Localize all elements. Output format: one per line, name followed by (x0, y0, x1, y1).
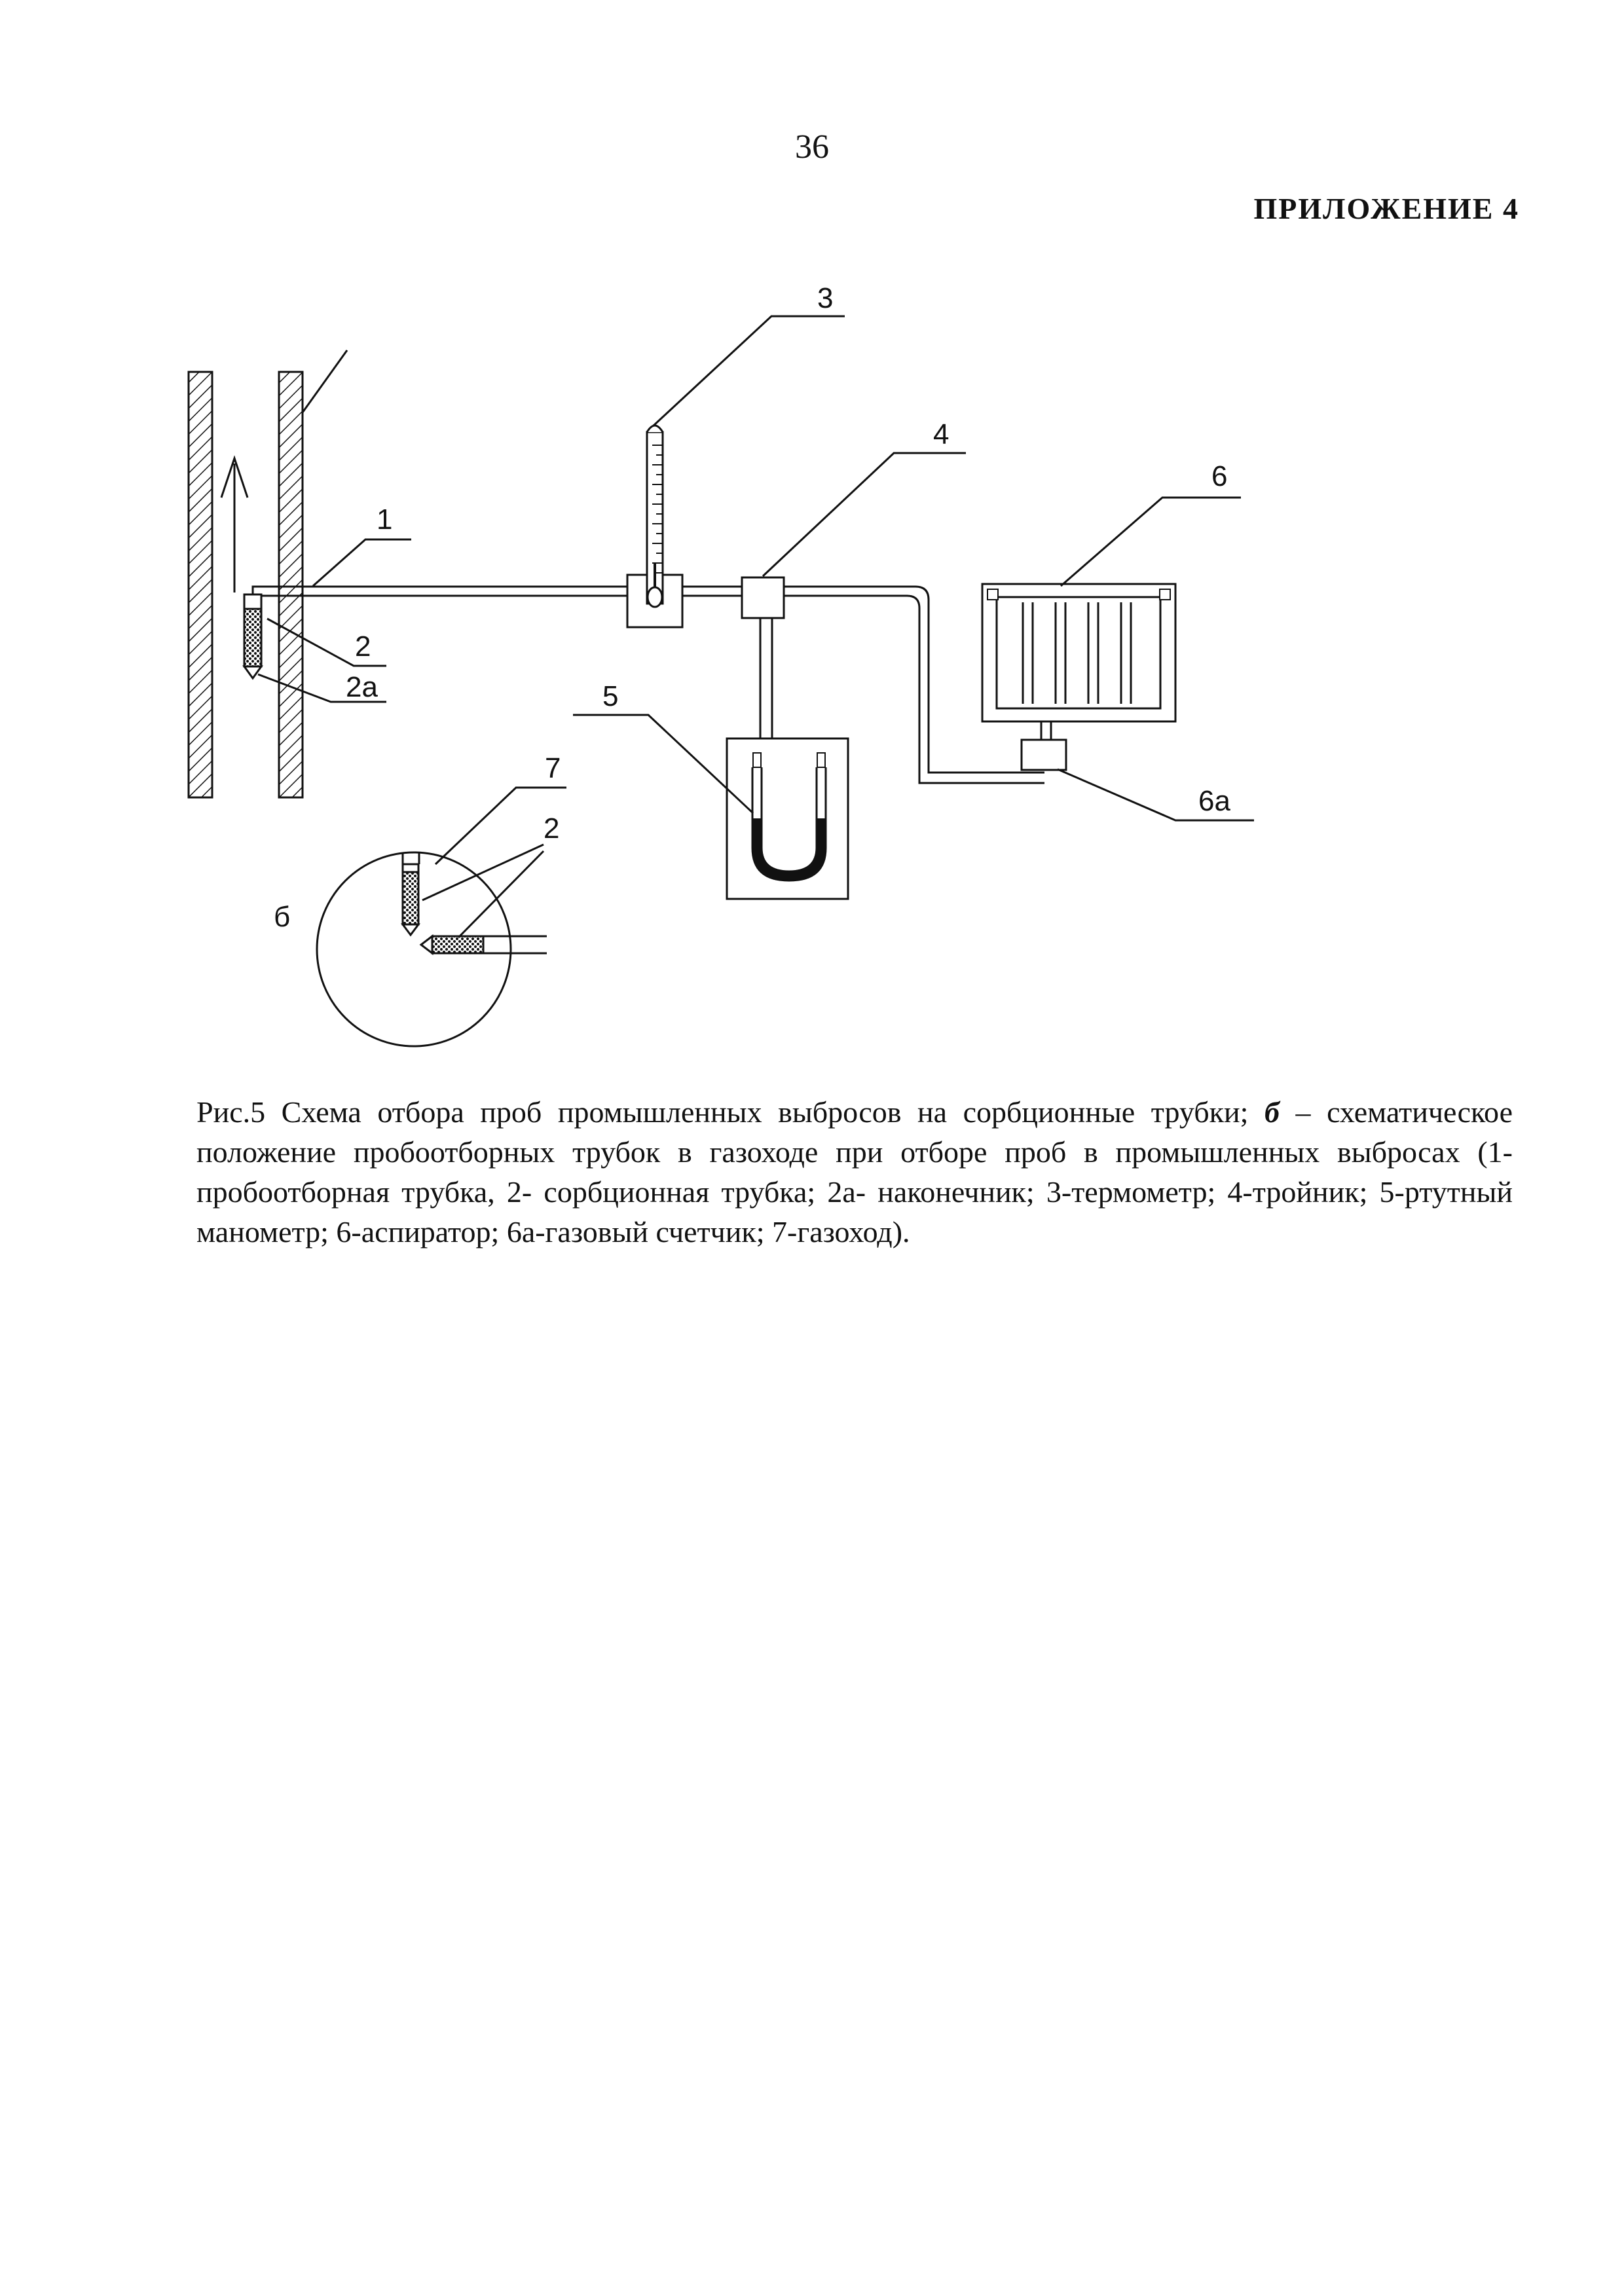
label-6: 6 (1211, 460, 1228, 492)
duct-leader-line (303, 350, 347, 412)
caption-italic-letter: б (1264, 1095, 1280, 1129)
label-2: 2 (355, 630, 371, 663)
label-inset-b: б (274, 901, 291, 933)
label-4: 4 (933, 418, 950, 450)
caption-text-start: Рис.5 Схема отбора проб промышленных выбросов на сорбционные трубки; (196, 1095, 1264, 1129)
label-5: 5 (602, 680, 619, 712)
sampling-scheme-diagram (0, 0, 1624, 1113)
label-2a: 2а (346, 671, 378, 703)
duct-wall-right (279, 372, 303, 797)
inset-duct-cross-section (317, 788, 566, 1046)
aspirator (982, 584, 1175, 741)
tee (742, 577, 784, 618)
label-6a: 6а (1198, 785, 1230, 817)
gas-meter (1022, 740, 1066, 770)
label-3: 3 (817, 282, 834, 314)
page-number: 36 (795, 128, 829, 166)
appendix-title: ПРИЛОЖЕНИЕ 4 (1253, 192, 1519, 225)
sorption-tube-in-duct (244, 594, 261, 678)
label-1: 1 (377, 503, 393, 536)
caption-text-end: – схематическое положение пробоотборных трубок в газоходе при отборе проб в промышленных выбросах (1-пробоотборная трубка, 2- сорбционная трубка; 2а- наконечник; 3-термометр; 4-тройник; 5-ртутный манометр; 6-аспиратор; 6а-газовый счетчик; 7-газоход). (196, 1095, 1513, 1248)
label-7: 7 (545, 752, 561, 784)
gas-flow-arrow (221, 458, 248, 592)
duct-walls (189, 350, 347, 797)
duct-wall-left (189, 372, 212, 797)
thermometer (627, 426, 682, 627)
mercury-manometer (727, 738, 848, 899)
figure-caption (196, 1092, 1513, 1252)
label-inset-2: 2 (544, 812, 560, 845)
